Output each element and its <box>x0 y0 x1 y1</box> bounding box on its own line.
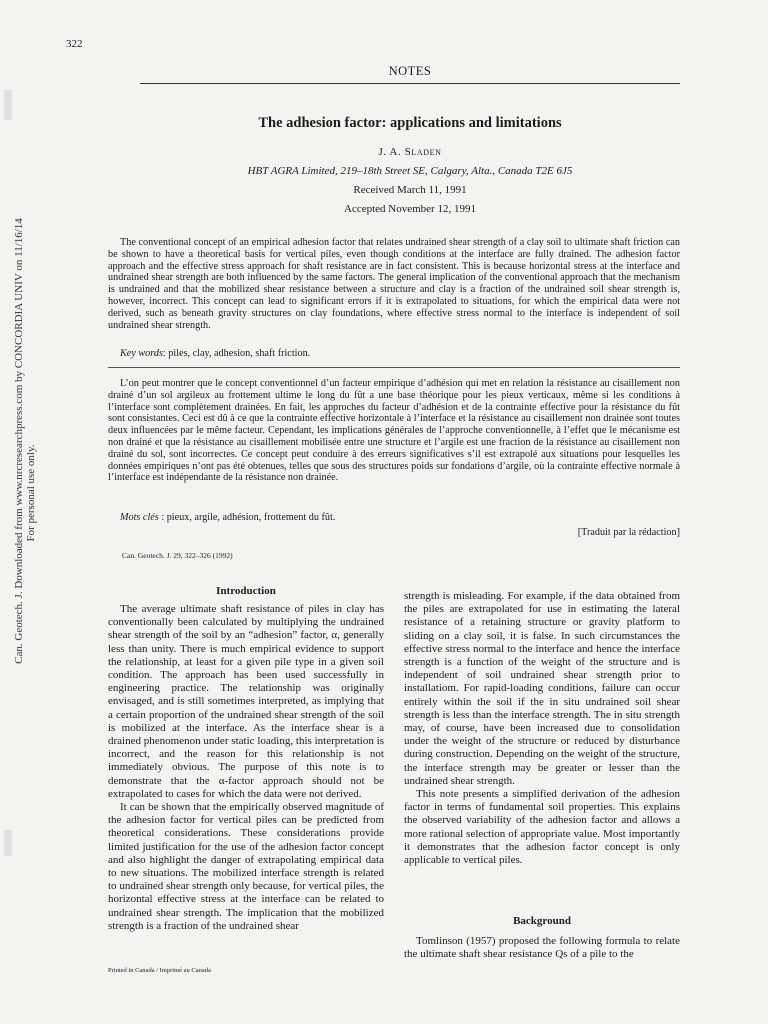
abstract-rule <box>108 367 680 368</box>
mots-cles-text: : pieux, argile, adhésion, frottement du fût. <box>158 512 336 523</box>
background-column <box>404 935 680 961</box>
section-heading: NOTES <box>388 64 432 78</box>
intro-paragraph-2: It can be shown that the empirically observed magnitude of the adhesion factor for vertical piles can be predicted from theoretical considerations. These considerations provide limited justification for the use of the adhesion factor concept and also highlight the danger of extrapolating empirical data to new situations. The mobilized interface strength is related to undrained shear strength only because, for vertical piles, the horizontal effective stress at the interface can be related to undrained shear strength. The implication that the mobilized strength is a fraction of the undrained shear <box>108 801 384 932</box>
keywords-label: Key words <box>120 348 163 359</box>
journal-citation: Can. Geotech. J. 29, 322–326 (1992) <box>122 551 233 560</box>
background-heading: Background <box>513 915 571 927</box>
side-personal-use-stamp: For personal use only. <box>25 444 37 542</box>
resume: L’on peut montrer que le concept conventionnel d’un facteur empirique d’adhésion qui met en relation la résistance au cisaillement non drainé d’un sol argileux au frottement ultime le long du fût a une base théorique pour les pieux verticaux, même si les conditions à l’interface sont complètement drainées. En fait, les approches du facteur d’adhésion et de la contrainte effective pour la résistance du fût sont consistantes. Ceci est dû à ce que la contrainte effective horizontale à l’interface et la résistance au cisaillement non drainée sont toutes deux influencées par le même facteur. Cependant, les implications générales de l’approche conventionnelle, à l’effet que le mécanisme est non drainé et que la résistance au cisaillement mobilisée entre une structure et l’argile est une fraction de la résistance au cisaillement non drainé du sol, sont incorrectes. Ce concept peut conduire à des erreurs significatives s’il est extrapolé aux situations pour lesquelles les données empiriques n’ont pas été obtenues, telles que sous des structures poids sur fondations d’argile, où la contrainte effective normale à l’interface est indépendante de la résistance non drainée. <box>108 378 680 484</box>
printed-in: Printed in Canada / Imprimé au Canada <box>108 967 211 974</box>
mots-cles <box>120 512 335 523</box>
scan-smudge <box>4 90 12 120</box>
accepted-date: Accepted November 12, 1991 <box>344 203 476 215</box>
introduction-heading: Introduction <box>216 585 276 597</box>
article-title: The adhesion factor: applications and limitations <box>258 115 562 131</box>
header-rule <box>140 83 680 84</box>
intro-paragraph-1: The average ultimate shaft resistance of piles in clay has conventionally been calculated by multiplying the undrained shear strength of the soil by an “adhesion” factor, α, generally less than unity. There is much empirical evidence to support the relationship, at least for a given pile type in a given soil condition. The approach has been used successfully in engineering practice. The relationship was originally envisaged, and is still sometimes interpreted, as implying that a certain proportion of the undrained shear strength of the soil is mobilized at the interface. As the interface shear is a drained phenomenon under static loading, this interpretation is incorrect, and the reason for this relationship is not immediately obvious. The purpose of this note is to demonstrate that the α-factor approach should not be extrapolated to cases for which the data were not derived. <box>108 603 384 800</box>
left-column <box>108 603 384 933</box>
author: J. A. Sladen <box>378 146 442 158</box>
scan-smudge <box>4 830 12 856</box>
right-column <box>404 590 680 867</box>
keywords <box>120 348 310 359</box>
background-paragraph-1: Tomlinson (1957) proposed the following formula to relate the ultimate shaft shear resistance Qs of a pile to the <box>404 935 680 961</box>
page-number: 322 <box>66 38 83 50</box>
abstract: The conventional concept of an empirical adhesion factor that relates undrained shear strength of a clay soil to ultimate shaft friction can be shown to have a theoretical basis for vertical piles, even though conditions at the interface are fully drained. The adhesion factor approach and the effective stress approach for shaft resistance are in fact consistent. This is because horizontal stress at the interface and undrained shear strength are both influenced by the same factors. The general implication of the conventional approach that the mechanism is undrained and that the mobilized shear resistance between a structure and clay is a fraction of the undrained soil shear strength is, however, incorrect. This concept can lead to significant errors if it is extrapolated to situations, for which the empirical data were not derived, such as beneath gravity structures on clay foundations, where effective stress normal to the interface is independent of soil undrained shear strength. <box>108 237 680 331</box>
mots-cles-label: Mots clés <box>120 512 159 523</box>
affiliation: HBT AGRA Limited, 219–18th Street SE, Calgary, Alta., Canada T2E 6J5 <box>247 165 573 177</box>
keywords-text: : piles, clay, adhesion, shaft friction. <box>162 348 311 359</box>
translated-note: [Traduit par la rédaction] <box>577 527 680 538</box>
received-date: Received March 11, 1991 <box>353 184 467 196</box>
side-download-stamp: Can. Geotech. J. Downloaded from www.nrcresearchpress.com by CONCORDIA UNIV on 11/16/14 <box>13 218 25 664</box>
intro-paragraph-4: This note presents a simplified derivation of the adhesion factor in terms of fundamental soil properties. This explains the observed variability of the adhesion factor and allows a more rational selection of appropriate value. Most importantly it demonstrates that the adhesion factor concept is only applicable to vertical piles. <box>404 788 680 867</box>
intro-paragraph-3: strength is misleading. For example, if the data obtained from the piles are extrapolated for use in estimating the lateral resistance of a retaining structure or gravity platform to sliding on a clay soil, it is false. In such circumstances the effective stress normal to the interface and hence the interface strength is a function of the weight of the structure and is independent of soil undrained shear strength prior to installatiom. For rapid-loading conditions, failure can occur entirely within the soil if the in situ undrained soil shear strength is less than the interface strength. The in situ strength may, of course, have been increased due to consolidation under the weight of the structure or reduced by disturbance during construction. Depending on the weight of the structure, the interface strength may be greater or lesser than the undrained shear strength. <box>404 590 680 787</box>
